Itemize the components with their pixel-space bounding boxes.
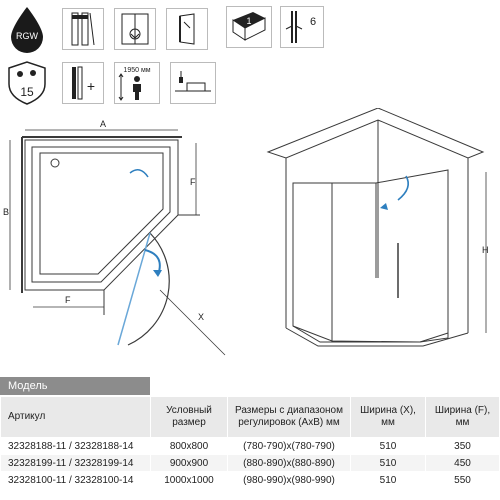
glass-1-text: 1 (246, 16, 252, 26)
cell-width-f: 450 (426, 455, 500, 472)
drain-icon (51, 159, 59, 167)
rgw-logo-text: RGW (16, 31, 38, 41)
cell-range: (980-990)x(980-990) (228, 472, 351, 489)
dim-f-right-label: F (190, 177, 196, 187)
cell-article: 32328199-11 / 32328199-14 (1, 455, 151, 472)
cell-range: (780-790)x(780-790) (228, 438, 351, 455)
cell-size: 900x900 (151, 455, 228, 472)
hinge-profile-icon (62, 8, 104, 50)
cell-width-f: 350 (426, 438, 500, 455)
rgw-logo-icon (5, 5, 49, 55)
glass-1-icon (226, 6, 272, 48)
warranty-15-icon (5, 60, 49, 106)
cell-range: (880-890)x(880-890) (228, 455, 351, 472)
cell-article: 32328188-11 / 32328188-14 (1, 438, 151, 455)
table-row (1, 472, 500, 489)
spec-table (0, 396, 500, 489)
cell-width-x: 510 (351, 455, 426, 472)
profile-plus-text: + (86, 78, 96, 94)
height-1950-text: 1950 мм (123, 67, 151, 74)
tray-icon (170, 62, 216, 104)
dim-a-label: A (100, 119, 107, 129)
dim-f-bottom-label: F (65, 295, 71, 305)
dim-b-label: B (3, 207, 10, 217)
glass-thickness-icon (280, 6, 324, 48)
header-article: Артикул (1, 397, 151, 438)
cell-width-x: 510 (351, 438, 426, 455)
perspective-drawing (258, 108, 498, 358)
header-width-x: Ширина (Х), мм (351, 397, 426, 438)
header-range: Размеры с диапазоном регулировок (АхВ) мм (228, 397, 351, 438)
glass-thickness-text: 6 (310, 16, 317, 28)
table-row (1, 438, 500, 455)
door-open-icon (114, 8, 156, 50)
warranty-15-text: 15 (20, 85, 34, 99)
header-size: Условный размер (151, 397, 228, 438)
table-row (1, 455, 500, 472)
dim-h-label: H (482, 245, 489, 255)
cell-size: 800x800 (151, 438, 228, 455)
header-width-f: Ширина (F), мм (426, 397, 500, 438)
cell-width-x: 510 (351, 472, 426, 489)
plan-drawing (0, 115, 230, 365)
profile-plus-icon (62, 62, 104, 104)
height-1950-icon (114, 62, 160, 104)
cell-width-f: 550 (426, 472, 500, 489)
table-section-title: Модель (0, 377, 150, 395)
cell-article: 32328100-11 / 32328100-14 (1, 472, 151, 489)
cell-size: 1000x1000 (151, 472, 228, 489)
dim-x-label: X (198, 312, 205, 322)
pivot-door-icon (166, 8, 208, 50)
